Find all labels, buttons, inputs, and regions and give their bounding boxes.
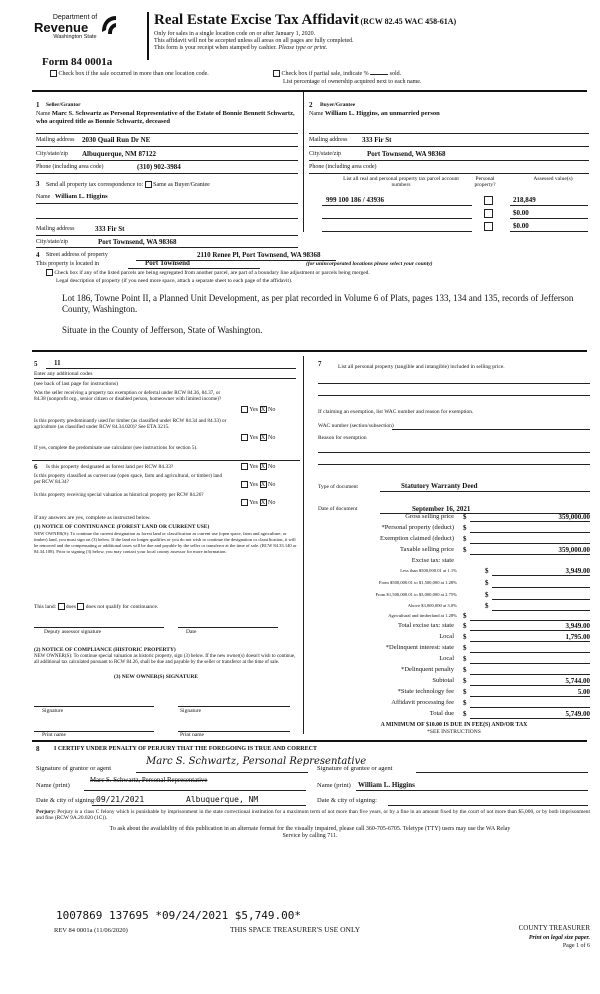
bracket4-dollar: $	[485, 602, 489, 610]
assessed-value-1[interactable]: 218,849	[513, 196, 536, 204]
gross-label: Gross selling price	[405, 513, 454, 520]
s5-q1-yes-label: Yes	[249, 406, 259, 413]
buyer-phone-label: Phone (including area code)	[309, 164, 377, 170]
buyer-city-label: City/state/zip	[309, 151, 341, 157]
page-number: Page 1 of 6	[562, 943, 590, 949]
rev-number: REV 84 0001a (11/06/2020)	[54, 927, 128, 934]
same-as-buyer-checkbox[interactable]	[145, 181, 152, 188]
legal-desc-label: Legal description of property (if you need more space, attach a separate sheet to each page of the affidavit).	[56, 278, 293, 284]
located-value[interactable]: Port Townsend	[145, 259, 190, 267]
if-any-yes: If any answers are yes, complete as instructed below.	[34, 515, 151, 521]
personal-property-checkbox-2[interactable]	[484, 209, 493, 218]
dor-swoosh-icon	[98, 14, 118, 36]
s5-q1-no-label: No	[268, 406, 276, 413]
bracket4-label: Above $3,000,000 at 3.0%	[407, 603, 457, 608]
located-label: This property is located in	[36, 261, 99, 267]
owner-print2-label: Print name	[180, 732, 204, 738]
tech-fee-value[interactable]: 5.00	[577, 688, 590, 696]
notice1-text: NEW OWNER(S): To continue the current designation as forest land or classification as current use (open space, farm and agriculture, or timber) land, you must sign on (3) below. If the land no longer qualifies or you do not wish to continue the designation or classification, it will be removed and the compensating or additional taxes will be due and payable by the seller or transferor at the time of sale. (RCW 84.33.140 or 84.34.108). Prior to signing (3) below, you may contact your local county assessor for more information.	[34, 531, 297, 555]
notice1-title: (1) NOTICE OF CONTINUANCE (FOREST LAND OR CURRENT USE)	[34, 524, 210, 530]
bracket3-label: From $1,500,000.01 to $3,000,000 at 2.75%	[375, 592, 457, 597]
deputy-sig-label: Deputy assessor signature	[44, 629, 102, 635]
perjury-label: Perjury:	[36, 809, 56, 815]
correspondence-mailing-value[interactable]: 333 Fir St	[95, 225, 125, 233]
s5-q1-options	[241, 406, 275, 414]
tech-fee-dollar: $	[463, 688, 467, 696]
location-code[interactable]: 11	[54, 359, 61, 367]
county-treasurer-label: COUNTY TREASURER	[518, 924, 590, 932]
seller-city-value[interactable]: Albuquerque, NM 87122	[82, 150, 156, 158]
s5-q2-no-checkbox[interactable]: X	[260, 435, 266, 441]
this-land-label: This land:	[34, 603, 57, 610]
s6-question1: Is this property designated as forest land per RCW 84.33?	[46, 464, 174, 470]
seller-heading: Seller/Grantor	[46, 102, 81, 108]
s6-q2-no-label: No	[268, 481, 276, 488]
street-value[interactable]: 2110 Renee Pl, Port Townsend, WA 98368	[197, 251, 321, 259]
bracket3-dollar: $	[485, 591, 489, 599]
affidavit-fee-label: Affidavit processing fee	[391, 699, 454, 706]
delinq-penalty-label: *Delinquent penalty	[401, 666, 454, 673]
section2-num: 2	[309, 101, 313, 109]
correspondence-name-label: Name	[36, 194, 51, 200]
correspondence-name-value[interactable]: William L. Higgins	[54, 193, 108, 200]
seller-name-value: Marc S. Schwartz as Personal Representative of the Estate of Bonnie Bennett Schwartz, who acquired title as Bonnie Schwartz, deceased	[36, 110, 295, 125]
personal-property-checkbox-3[interactable]	[484, 222, 493, 231]
s6-q3-yes-checkbox[interactable]	[241, 499, 248, 506]
assessed-value-3[interactable]: $0.00	[513, 222, 529, 230]
form-title: Real Estate Excise Tax Affidavit	[154, 12, 359, 28]
treasurer-use-label: THIS SPACE TREASURER'S USE ONLY	[230, 925, 361, 934]
delinq-local-dollar: $	[463, 655, 467, 663]
grantor-date-label: Date & city of signing:	[36, 797, 96, 804]
segregation-checkbox[interactable]	[46, 269, 53, 276]
buyer-name-label: Name	[309, 111, 324, 117]
bracket1-value[interactable]: 3,949.00	[565, 567, 590, 575]
dor-logo	[34, 14, 116, 40]
doc-date-label: Date of document	[318, 506, 358, 512]
seller-phone-value[interactable]: (310) 902-3984	[137, 163, 181, 171]
notice2-title: (2) NOTICE OF COMPLIANCE (HISTORIC PROPERTY)	[34, 647, 176, 653]
delinq-state-dollar: $	[463, 644, 467, 652]
s6-q3-yes-label: Yes	[249, 499, 259, 506]
s6-q1-no-checkbox[interactable]: X	[260, 464, 266, 470]
doc-date-value[interactable]: September 16, 2021	[412, 505, 471, 513]
s5-q2-options	[241, 434, 275, 442]
see-back-label: (see back of last page for instructions)	[34, 381, 118, 387]
grantor-city-value[interactable]: Albuquerque, NM	[186, 795, 259, 804]
taxable-dollar: $	[463, 546, 467, 554]
section3-num: 3	[36, 180, 40, 188]
owner-sig-label: Signature	[42, 708, 64, 714]
grantor-print-label: Name (print)	[36, 782, 70, 789]
seller-mailing-label: Mailing address	[36, 137, 75, 143]
form-title-ref: (RCW 82.45 WAC 458-61A)	[360, 17, 457, 26]
s5-question3: If yes, complete the predominate use calculator (see instructions for section 5).	[34, 445, 198, 451]
certify-text: I CERTIFY UNDER PENALTY OF PERJURY THAT THE FOREGOING IS TRUE AND CORRECT	[54, 746, 317, 752]
header-note3-italic: Please type or print.	[278, 45, 328, 52]
correspondence-mailing-label: Mailing address	[36, 226, 75, 232]
deputy-date-label: Date	[186, 629, 197, 635]
bracket2-dollar: $	[485, 579, 489, 587]
total-state-dollar: $	[463, 622, 467, 630]
local-value[interactable]: 1,795.00	[565, 633, 590, 641]
affidavit-fee-dollar: $	[463, 699, 467, 707]
buyer-name-value: William L. Higgins, an unmarried person	[324, 110, 440, 117]
form-number: Form 84 0001a	[42, 56, 113, 68]
s5-question1: Was the seller receiving a property tax exemption or deferral under RCW 84.36, 84.37, or 84.38 (nonprofit org., senior citizen or disabled person, homeowner with limited income)?	[34, 390, 222, 402]
land-does-not-label: does not qualify for continuance.	[85, 603, 159, 610]
perjury-block	[36, 809, 590, 821]
excise-state-label: Excise tax: state	[411, 557, 454, 564]
s6-q2-options	[241, 481, 275, 489]
land-does-label: does	[65, 603, 76, 610]
personal-deduct-label: *Personal property (deduct)	[381, 524, 454, 531]
s6-question3: Is this property receiving special valuation as historical property per RCW 84.26?	[34, 492, 204, 498]
doc-type-value[interactable]: Statutory Warranty Deed	[401, 482, 478, 490]
header-block	[154, 12, 594, 52]
dept-line1: Department of	[52, 14, 98, 21]
partial-sale-pct-field[interactable]	[370, 74, 388, 75]
correspondence-city-label: City/state/zip	[36, 239, 68, 245]
seller-name-field[interactable]	[36, 110, 298, 126]
owner-print-label: Print name	[42, 732, 66, 738]
subtotal-dollar: $	[463, 677, 467, 685]
gross-dollar: $	[463, 513, 467, 521]
reason-label: Reason for exemption	[318, 435, 367, 441]
land-does-checkbox[interactable]	[58, 603, 65, 610]
multi-location-checkbox[interactable]	[50, 70, 57, 77]
delinq-local-label: Local	[439, 655, 454, 662]
correspondence-label: Send all property tax correspondence to:	[46, 181, 144, 188]
buyer-heading: Buyer/Grantee	[320, 102, 356, 108]
exemption-deduct-dollar: $	[463, 535, 467, 543]
grantee-sig-label: Signature of grantee or agent	[317, 765, 393, 772]
gross-value[interactable]: 359,000.00	[558, 513, 590, 521]
personal-col-header: Personal property?	[474, 176, 496, 189]
total-due-label: Total due	[429, 710, 454, 717]
list-pct-label: List percentage of ownership acquired next to each name.	[283, 79, 422, 85]
s5-q2-yes-label: Yes	[249, 434, 259, 441]
personal-property-checkbox-1[interactable]	[484, 196, 493, 205]
grantee-print-label: Name (print)	[317, 782, 351, 789]
partial-sale-checkbox[interactable]	[273, 70, 280, 77]
wac-label: WAC number (section/subsection)	[318, 423, 394, 429]
grantee-print-value[interactable]: William L. Higgins	[358, 781, 415, 789]
grantee-date-label: Date & city of signing:	[317, 797, 377, 804]
personal-deduct-dollar: $	[463, 524, 467, 532]
section8-num: 8	[36, 745, 40, 753]
grantor-signature[interactable]: Marc S. Schwartz, Personal Representative	[146, 756, 367, 767]
header-note1: Only for sales in a single location code on or after January 1, 2020.	[154, 31, 316, 38]
parcel-number-1[interactable]: 999 100 186 / 43936	[326, 196, 384, 204]
s5-question2: Is this property predominantly used for timber (as classified under RCW 84.34 and 84.33) or agriculture (as classified under RCW 84.34.020)? See ETA 3215.	[34, 418, 227, 430]
local-dollar: $	[463, 633, 467, 641]
s6-q1-options	[241, 463, 275, 471]
minimum-due-note: A MINIMUM OF $10.00 IS DUE IN FEE(S) AND/OR TAX	[380, 722, 528, 728]
correspondence-city-value[interactable]: Port Townsend, WA 98368	[98, 238, 177, 246]
s6-q1-yes-label: Yes	[249, 463, 259, 470]
section6-num: 6	[34, 463, 38, 471]
dept-line2: Revenue	[34, 20, 89, 36]
seller-mailing-value[interactable]: 2030 Quail Run Dr NE	[82, 136, 151, 144]
s5-q1-no-checkbox[interactable]: X	[260, 407, 266, 413]
street-label: Street address of property	[46, 252, 108, 258]
buyer-name-field[interactable]	[309, 110, 589, 118]
section7-num: 7	[318, 360, 322, 368]
s6-question2: Is this property classified as current use (open space, farm and agricultural, or timber) land per RCW 84.34?	[34, 473, 223, 485]
doc-type-label: Type of document	[318, 484, 358, 490]
new-owner-sig-heading: (3) NEW OWNER(S) SIGNATURE	[114, 674, 198, 680]
bracket5-label: Agricultural and timberland at 1.28%	[388, 613, 457, 618]
partial-sale-label: Check box if partial sale, indicate %	[281, 70, 369, 77]
see-instructions-note: *SEE INSTRUCTIONS	[427, 729, 481, 735]
s5-q1-yes-checkbox[interactable]	[241, 406, 248, 413]
located-note: (for unincorporated locations please select your county)	[306, 261, 433, 267]
bracket1-dollar: $	[485, 567, 489, 575]
parcel-col-header: List all real and personal property tax parcel account numbers	[343, 176, 459, 189]
sold-label: sold.	[389, 70, 402, 77]
seller-phone-label: Phone (including area code)	[36, 164, 104, 170]
section4-num: 4	[36, 251, 40, 259]
subtotal-label: Subtotal	[432, 677, 454, 684]
s6-q2-no-checkbox[interactable]: X	[260, 482, 266, 488]
header-note3: This form is your receipt when stamped by cashier.	[154, 45, 277, 52]
s5-q2-yes-checkbox[interactable]	[241, 434, 248, 441]
taxable-value[interactable]: 359,000.00	[558, 546, 590, 554]
exemption-claim-label: If claiming an exemption, list WAC number and reason for exemption.	[318, 409, 474, 415]
seller-city-label: City/state/zip	[36, 151, 68, 157]
additional-codes-label: Enter any additional codes	[34, 371, 93, 377]
same-as-buyer-label: Same as Buyer/Grantee	[153, 181, 210, 188]
total-due-value[interactable]: 5,749.00	[565, 710, 590, 718]
delinq-state-label: *Delinquent interest: state	[385, 644, 454, 651]
multi-location-label: Check box if the sale occurred in more than one location code.	[58, 70, 209, 77]
personal-prop-label: List all personal property (tangible and intangible) included in selling price.	[338, 364, 505, 370]
s6-q1-no-label: No	[268, 463, 276, 470]
s6-q3-options	[241, 499, 275, 507]
subtotal-value[interactable]: 5,744.00	[565, 677, 590, 685]
s6-q3-no-label: No	[268, 499, 276, 506]
header-note2: This affidavit will not be accepted unless all areas on all pages are fully completed.	[154, 38, 354, 45]
grantor-print-value[interactable]: Marc S. Schwartz, Personal Representative	[90, 777, 208, 784]
bracket1-label: Less than $500,000.01 at 1.1%	[400, 568, 457, 573]
dept-line3: Washington State	[53, 34, 97, 41]
taxable-label: Taxable selling price	[399, 546, 454, 553]
local-label: Local	[439, 633, 454, 640]
land-does-not-checkbox[interactable]	[77, 603, 84, 610]
assessed-value-2[interactable]: $0.00	[513, 209, 529, 217]
section1-num: 1	[36, 101, 40, 109]
grantor-date-value[interactable]: 09/21/2021	[96, 795, 145, 804]
s6-q1-yes-checkbox[interactable]	[241, 463, 248, 470]
section5-num: 5	[34, 360, 38, 368]
tech-fee-label: *State technology fee	[397, 688, 454, 695]
buyer-mailing-value[interactable]: 333 Fir St	[362, 136, 392, 144]
total-state-value[interactable]: 3,949.00	[565, 622, 590, 630]
total-state-label: Total excise tax: state	[397, 622, 454, 629]
assessed-col-header: Assessed value(s)	[533, 176, 573, 182]
grantor-sig-label: Signature of grantor or agent	[36, 765, 112, 772]
segregation-label: Check box if any of the listed parcels are being segregated from another parcel, are part of a boundary line adjustment or parcels being merged.	[54, 269, 370, 276]
owner-sig2-label: Signature	[180, 708, 202, 714]
bracket5-dollar: $	[463, 612, 467, 620]
bracket2-label: From $500,000.01 to $1,500,000 at 1.28%	[378, 580, 457, 585]
s6-q3-no-checkbox[interactable]: X	[260, 500, 266, 506]
seller-name-label: Name	[36, 111, 51, 117]
s6-q2-yes-checkbox[interactable]	[241, 481, 248, 488]
total-due-dollar: $	[463, 710, 467, 718]
legal-description[interactable]: Lot 186, Towne Point II, a Planned Unit Development, as per plat recorded in Volume 6 of Plats, pages 133, 134 and 135, records of Jefferson County, Washington.	[62, 293, 574, 314]
alt-format-note: To ask about the availability of this publication in an alternate format for the visually impaired, please call 360-705-6705. Teletype (TTY) users may use the WA Relay Service by calling 711.	[109, 826, 511, 839]
buyer-city-value[interactable]: Port Townsend, WA 98368	[367, 150, 446, 158]
delinq-penalty-dollar: $	[463, 666, 467, 674]
buyer-mailing-label: Mailing address	[309, 137, 348, 143]
exemption-deduct-label: Exemption claimed (deduct)	[379, 535, 454, 542]
legal-paper-note: Print on legal size paper.	[528, 935, 590, 941]
perjury-text: Perjury is a class C felony which is punishable by imprisonment in the state correctional institution for a maximum term of not more than five years, or by a fine in an amount fixed by the court of not more than $5,000, or by both imprisonment and fine (RCW 9A.20.020 (1C)).	[36, 809, 590, 822]
situate-text: Situate in the County of Jefferson, State of Washington.	[62, 325, 263, 335]
s6-q2-yes-label: Yes	[249, 481, 259, 488]
notice2-text: NEW OWNER(S): To continue special valuation as historic property, sign (3) below. If the new owner(s) doesn't wish to continue, all additional tax calculated pursuant to RCW 84.26, shall be due and payable by the seller or transferor at the time of sale.	[34, 654, 296, 665]
s5-q2-no-label: No	[268, 434, 276, 441]
treasurer-stamp: 1007869 137695 *09/24/2021 $5,749.00*	[56, 909, 302, 922]
